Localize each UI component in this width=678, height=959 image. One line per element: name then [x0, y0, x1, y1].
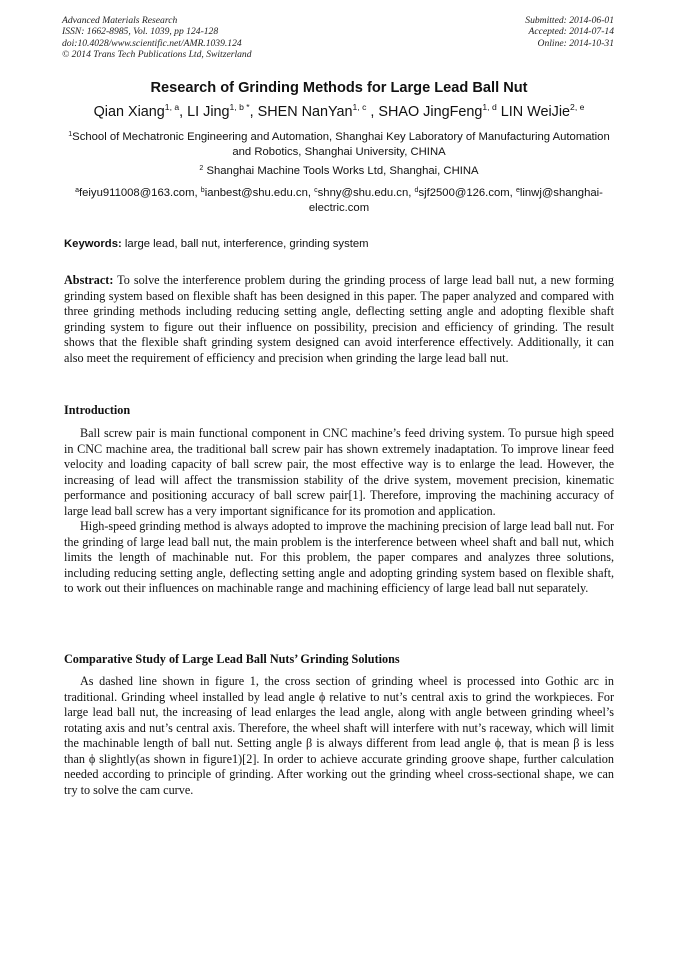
abstract-text: To solve the interference problem during the grinding process of large lead ball nut, a new forming grinding system based on flexible shaft has been designed in this paper. The paper analyzed and compared with three grinding methods including reducing setting angle, deflecting setting angle and adopting flexible shaft grinding system to figure out their influence on possibility, precision and efficiency of grinding. The result shows that the flexible shaft grinding system designed can avoid interference effectively. Additionally, it can also meet the requirement of efficiency and precision when grinding the large lead ball nut. — [64, 273, 614, 365]
journal-name: Advanced Materials Research — [62, 15, 178, 26]
author: SHEN NanYan$^{1, c}$ — [257, 102, 367, 120]
abstract — [64, 273, 614, 366]
accepted-date: Accepted: 2014-07-14 — [528, 26, 614, 38]
keywords-label: Keywords: — [64, 238, 122, 250]
author: Qian Xiang$^{1, a}$ — [93, 102, 180, 120]
online-date: Online: 2014-10-31 — [537, 37, 614, 49]
issn: ISSN: 1662-8985, Vol. 1039, pp 124-128 — [62, 26, 219, 38]
affiliation-1: $^1$School of Mechatronic Engineering and Automation, Shanghai Key Laboratory of Manufacturing Automation and Robotics, Shanghai University, CHINA — [68, 131, 610, 159]
paragraph: High-speed grinding method is always adopted to improve the machining precision of large lead ball nut. For the grinding of large lead ball nut, the main problem is the interference between wheel shaft and ball nut, which limits the length of machinable nut. For this problem, the paper compares and analyzes three solutions, including reducing setting angle, deflecting setting angle and adopting grinding system based on flexible shaft, to work out their influences on machinable range and machining efficiency of large lead ball nut separately. — [64, 519, 614, 595]
affiliation-2: $^2$ Shanghai Machine Tools Works Ltd, Shanghai, CHINA — [199, 165, 479, 177]
author: LI Jing$^{1, b *}$ — [187, 102, 250, 120]
section-heading: Comparative Study of Large Lead Ball Nuts’ Grinding Solutions — [64, 652, 400, 666]
introduction-body — [64, 426, 614, 597]
comparative-study-body — [64, 674, 614, 798]
author: SHAO JingFeng$^{1, d}$ — [378, 102, 497, 120]
email-link[interactable]: ianbest@shu.edu.cn, — [204, 187, 315, 199]
section-heading: Introduction — [64, 403, 131, 417]
keywords — [64, 237, 614, 252]
copyright: © 2014 Trans Tech Publications Ltd, Switzerland — [62, 49, 252, 61]
paragraph: Ball screw pair is main functional component in CNC machine’s feed driving system. To pursue high speed in CNC machine area, the traditional ball screw pair has shown extremely inadaptation. To improve linear feed velocity and loading capacity of ball screw pair, the most effective way is to enlarge the lead. However, the increasing of lead will affect the transmission stability of the drive system, movement precision, kinematic performance and positioning accuracy of ball screw pair[1]. Therefore, improving the machining accuracy of large lead ball screw has a very important significance for its promotion and application. — [64, 426, 614, 518]
doi: doi:10.4028/www.scientific.net/AMR.1039.124 — [62, 37, 242, 49]
abstract-label: Abstract: — [64, 273, 114, 287]
email-link[interactable]: linwj@shanghai-electric.com — [308, 187, 603, 215]
header-left — [62, 15, 252, 61]
author: LIN WeiJie$^{2, e}$ — [500, 102, 585, 120]
header-right — [525, 15, 614, 49]
author-list: Qian Xiang$^{1, a}$, LI Jing$^{1, b *}$, SHEN NanYan$^{1, c}$ , SHAO JingFeng$^{1, d}$ LIN WeiJie$^{2, e}$ — [93, 102, 585, 120]
email-link[interactable]: sjf2500@126.com, — [418, 187, 516, 199]
paper-title: Research of Grinding Methods for Large Lead Ball Nut — [150, 80, 528, 96]
submitted-date: Submitted: 2014-06-01 — [525, 15, 614, 26]
keywords-text: large lead, ball nut, interference, grinding system — [121, 238, 369, 250]
paragraph: As dashed line shown in figure 1, the cross section of grinding wheel is processed into Gothic arc in traditional. Grinding wheel installed by lead angle ϕ relative to nut’s central axis to grind the workpieces. For large lead ball nut, the increasing of lead enlarges the lead angle, along with angle between grinding wheel’s rotating axis and nut’s central axis. Therefore, the wheel shaft will interfere with nut’s raceway, which will limit the machinable length of ball nut. Setting angle β is always different from lead angle ϕ, that is mean β is less than ϕ slightly(as shown in figure1)[2]. In order to achieve accurate grinding groove shape, further calculation needed according to principle of grinding. After working out the grinding wheel cross-sectional shape, we can try to solve the cam curve. — [64, 674, 614, 797]
email-list: $^a$feiyu911008@163.com, $^b$ianbest@shu.edu.cn, $^c$shny@shu.edu.cn, $^d$sjf2500@126.com, $^e$linwj@shanghai-electric.com — [75, 187, 603, 215]
email-link[interactable]: feiyu911008@163.com, — [78, 187, 201, 199]
email-link[interactable]: shny@shu.edu.cn, — [317, 187, 415, 199]
